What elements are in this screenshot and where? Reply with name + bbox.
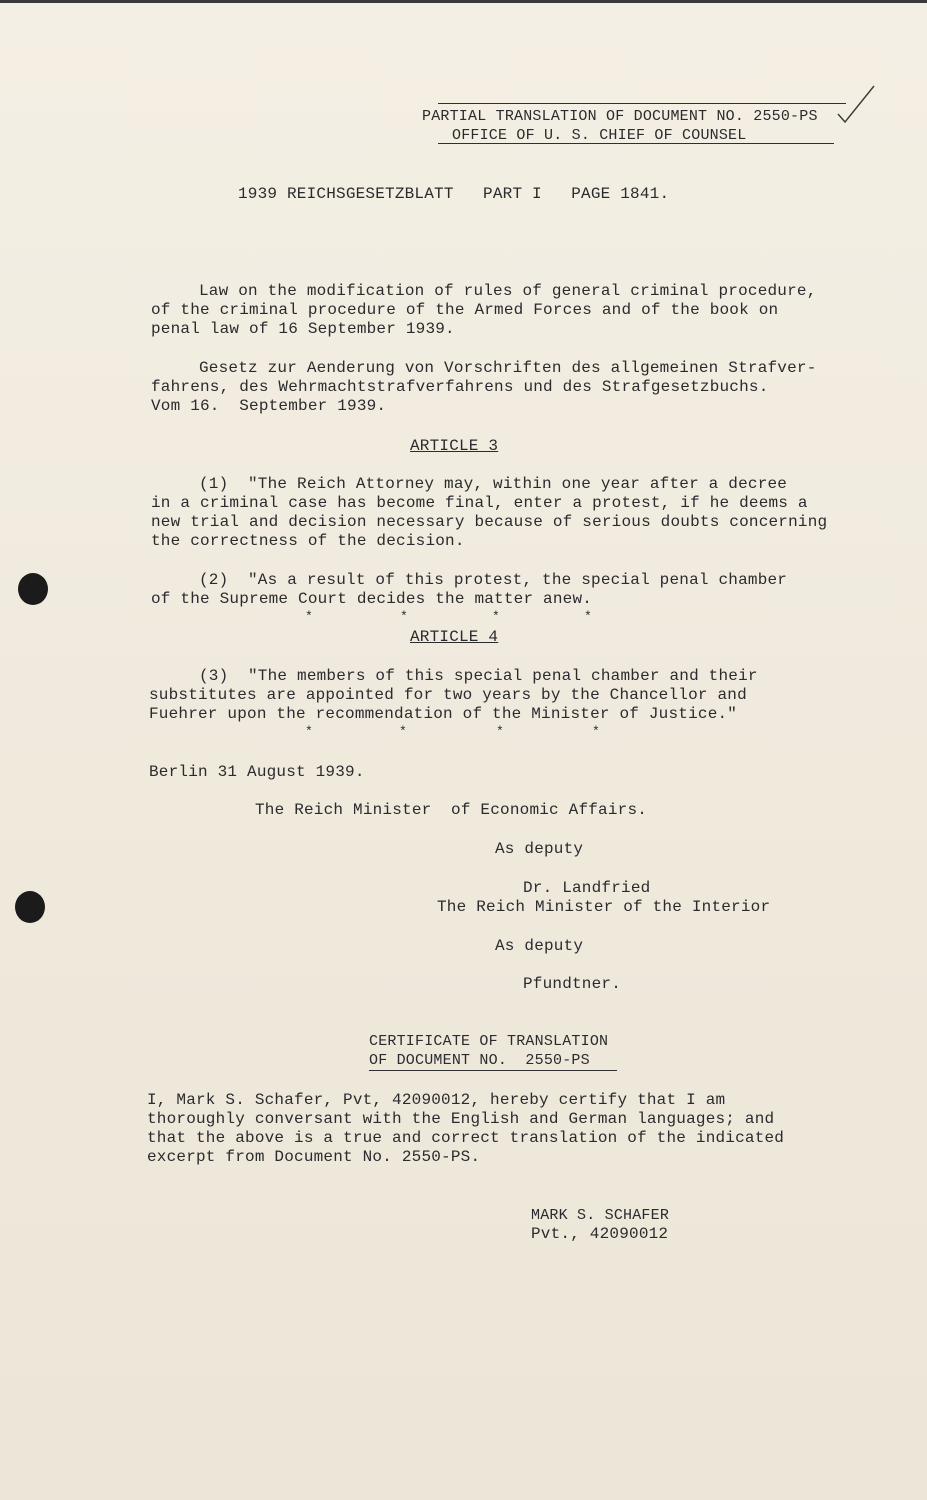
- paragraph-2-line: of the Supreme Court decides the matter anew.: [151, 590, 593, 608]
- certificate-rule: [369, 1070, 617, 1071]
- german-title-line: Vom 16. September 1939.: [151, 397, 387, 415]
- paragraph-1-line: the correctness of the decision.: [151, 532, 465, 550]
- checkmark-icon: [836, 84, 876, 124]
- source-reference: 1939 REICHSGESETZBLATT PART I PAGE 1841.: [238, 185, 670, 203]
- certificate-heading: CERTIFICATE OF TRANSLATION: [369, 1033, 609, 1050]
- article-3-heading: ARTICLE 3: [410, 437, 499, 455]
- separator-star: *: [496, 724, 504, 739]
- separator-star: *: [305, 609, 313, 624]
- minister-economic-affairs: The Reich Minister of Economic Affairs.: [255, 801, 648, 819]
- separator-star: *: [592, 724, 600, 739]
- place-date: Berlin 31 August 1939.: [149, 763, 365, 781]
- paragraph-3-line: (3) "The members of this special penal chamber and their: [199, 667, 758, 685]
- signer-pfundtner: Pfundtner.: [523, 975, 622, 993]
- punch-hole: [15, 891, 45, 923]
- english-title-line: penal law of 16 September 1939.: [151, 320, 455, 338]
- translator-name: MARK S. SCHAFER: [531, 1207, 670, 1224]
- paragraph-2-line: (2) "As a result of this protest, the special penal chamber: [199, 571, 788, 589]
- translator-id: Pvt., 42090012: [531, 1225, 669, 1243]
- paragraph-3-line: substitutes are appointed for two years by the Chancellor and: [149, 686, 747, 704]
- certificate-body-line: I, Mark S. Schafer, Pvt, 42090012, hereby certify that I am: [147, 1091, 726, 1109]
- separator-star: *: [399, 724, 407, 739]
- certificate-body-line: that the above is a true and correct translation of the indicated: [147, 1129, 785, 1147]
- punch-hole: [18, 573, 48, 605]
- german-title-line: Gesetz zur Aenderung von Vorschriften des allgemeinen Strafver-: [199, 359, 817, 377]
- header-bottom-rule: [438, 143, 834, 144]
- paragraph-1-line: (1) "The Reich Attorney may, within one year after a decree: [199, 475, 788, 493]
- deputy-label: As deputy: [495, 840, 584, 858]
- article-4-heading: ARTICLE 4: [410, 628, 499, 646]
- header-office: OFFICE OF U. S. CHIEF OF COUNSEL: [452, 127, 747, 144]
- deputy-label: As deputy: [495, 937, 584, 955]
- top-edge: [0, 0, 927, 3]
- separator-star: *: [400, 609, 408, 624]
- paragraph-1-line: new trial and decision necessary because of serious doubts concerning: [151, 513, 828, 531]
- certificate-body-line: excerpt from Document No. 2550-PS.: [147, 1148, 481, 1166]
- english-title-line: Law on the modification of rules of general criminal procedure,: [199, 282, 817, 300]
- certificate-body-line: thoroughly conversant with the English and German languages; and: [147, 1110, 775, 1128]
- header-top-rule: [438, 103, 846, 104]
- separator-star: *: [492, 609, 500, 624]
- certificate-subheading: OF DOCUMENT NO. 2550-PS: [369, 1052, 590, 1069]
- german-title-line: fahrens, des Wehrmachtstrafverfahrens und des Strafgesetzbuchs.: [151, 378, 769, 396]
- header-title: PARTIAL TRANSLATION OF DOCUMENT NO. 2550-PS: [422, 108, 818, 125]
- paragraph-1-line: in a criminal case has become final, enter a protest, if he deems a: [151, 494, 808, 512]
- separator-star: *: [305, 724, 313, 739]
- english-title-line: of the criminal procedure of the Armed Forces and of the book on: [151, 301, 779, 319]
- signer-landfried: Dr. Landfried: [523, 879, 651, 897]
- minister-interior: The Reich Minister of the Interior: [437, 898, 771, 916]
- paragraph-3-line: Fuehrer upon the recommendation of the Minister of Justice.": [149, 705, 738, 723]
- separator-star: *: [584, 609, 592, 624]
